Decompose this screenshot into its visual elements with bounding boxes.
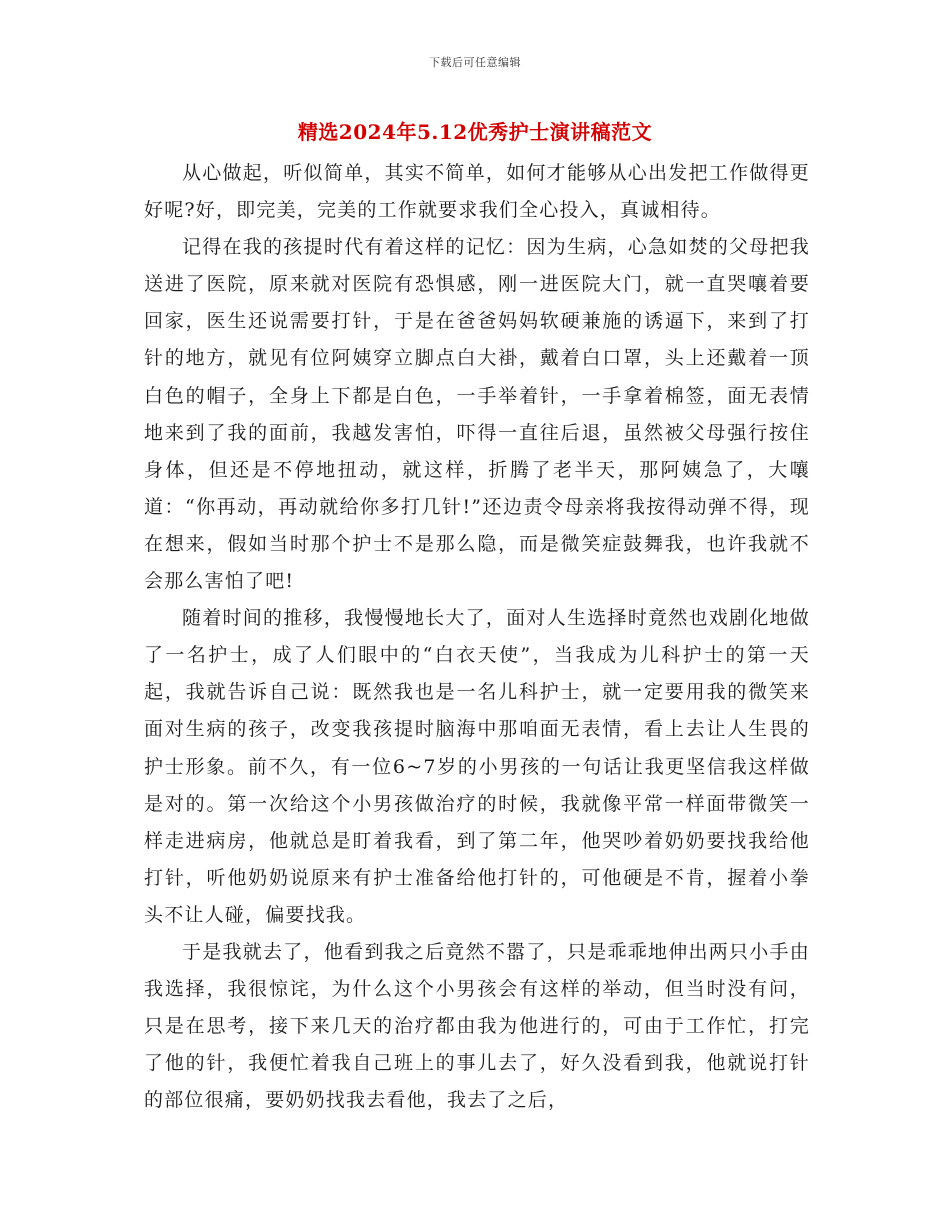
paragraph-4: 于是我就去了，他看到我之后竟然不嚣了，只是乖乖地伸出两只小手由我选择，我很惊诧，为什么这个小男孩会有这样的举动，但当时没有问，只是在思考，接下来几天的治疗都由我为他进行的，可由于工作忙，打完了他的针，我便忙着我自己班上的事儿去了，好久没看到我，他就说打针的部位很痛，要奶奶找我去看他，我去了之后，	[144, 940, 810, 1112]
paragraph-3: 随着时间的推移，我慢慢地长大了，面对人生选择时竟然也戏剧化地做了一名护士，成了人们眼中的“白衣天使”，当我成为儿科护士的第一天起，我就告诉自己说：既然我也是一名儿科护士，就一定要用我的微笑来面对生病的孩子，改变我孩提时脑海中那咱面无表情，看上去让人生畏的护士形象。前不久，有一位6~7岁的小男孩的一句话让我更坚信我这样做是对的。第一次给这个小男孩做治疗的时候，我就像平常一样面带微笑一样走进病房，他就总是盯着我看，到了第二年，他哭吵着奶奶要找我给他打针，听他奶奶说原来有护士准备给他打针的，可他硬是不肯，握着小拳头不让人碰，偏要找我。	[144, 607, 810, 926]
header-note: 下载后可任意编辑	[429, 56, 521, 69]
document-body	[144, 155, 810, 1119]
document-title: 精选2024年5.12优秀护士演讲稿范文	[297, 120, 653, 144]
paragraph-2: 记得在我的孩提时代有着这样的记忆：因为生病，心急如焚的父母把我送进了医院，原来就对医院有恐惧感，刚一进医院大门，就一直哭嚷着要回家，医生还说需要打针，于是在爸爸妈妈软硬兼施的诱逼下，来到了打针的地方，就见有位阿姨穿立脚点白大褂，戴着白口罩，头上还戴着一顶白色的帽子，全身上下都是白色，一手举着针，一手拿着棉签，面无表情地来到了我的面前，我越发害怕，吓得一直往后退，虽然被父母强行按住身体，但还是不停地扭动，就这样，折腾了老半天，那阿姨急了，大嚷道：“你再动，再动就给你多打几针!”还边责令母亲将我按得动弹不得，现在想来，假如当时那个护士不是那么隐，而是微笑症鼓舞我，也许我就不会那么害怕了吧!	[144, 236, 810, 593]
paragraph-1: 从心做起，听似简单，其实不简单，如何才能够从心出发把工作做得更好呢?好，即完美，完美的工作就要求我们全心投入，真诚相待。	[144, 162, 810, 222]
